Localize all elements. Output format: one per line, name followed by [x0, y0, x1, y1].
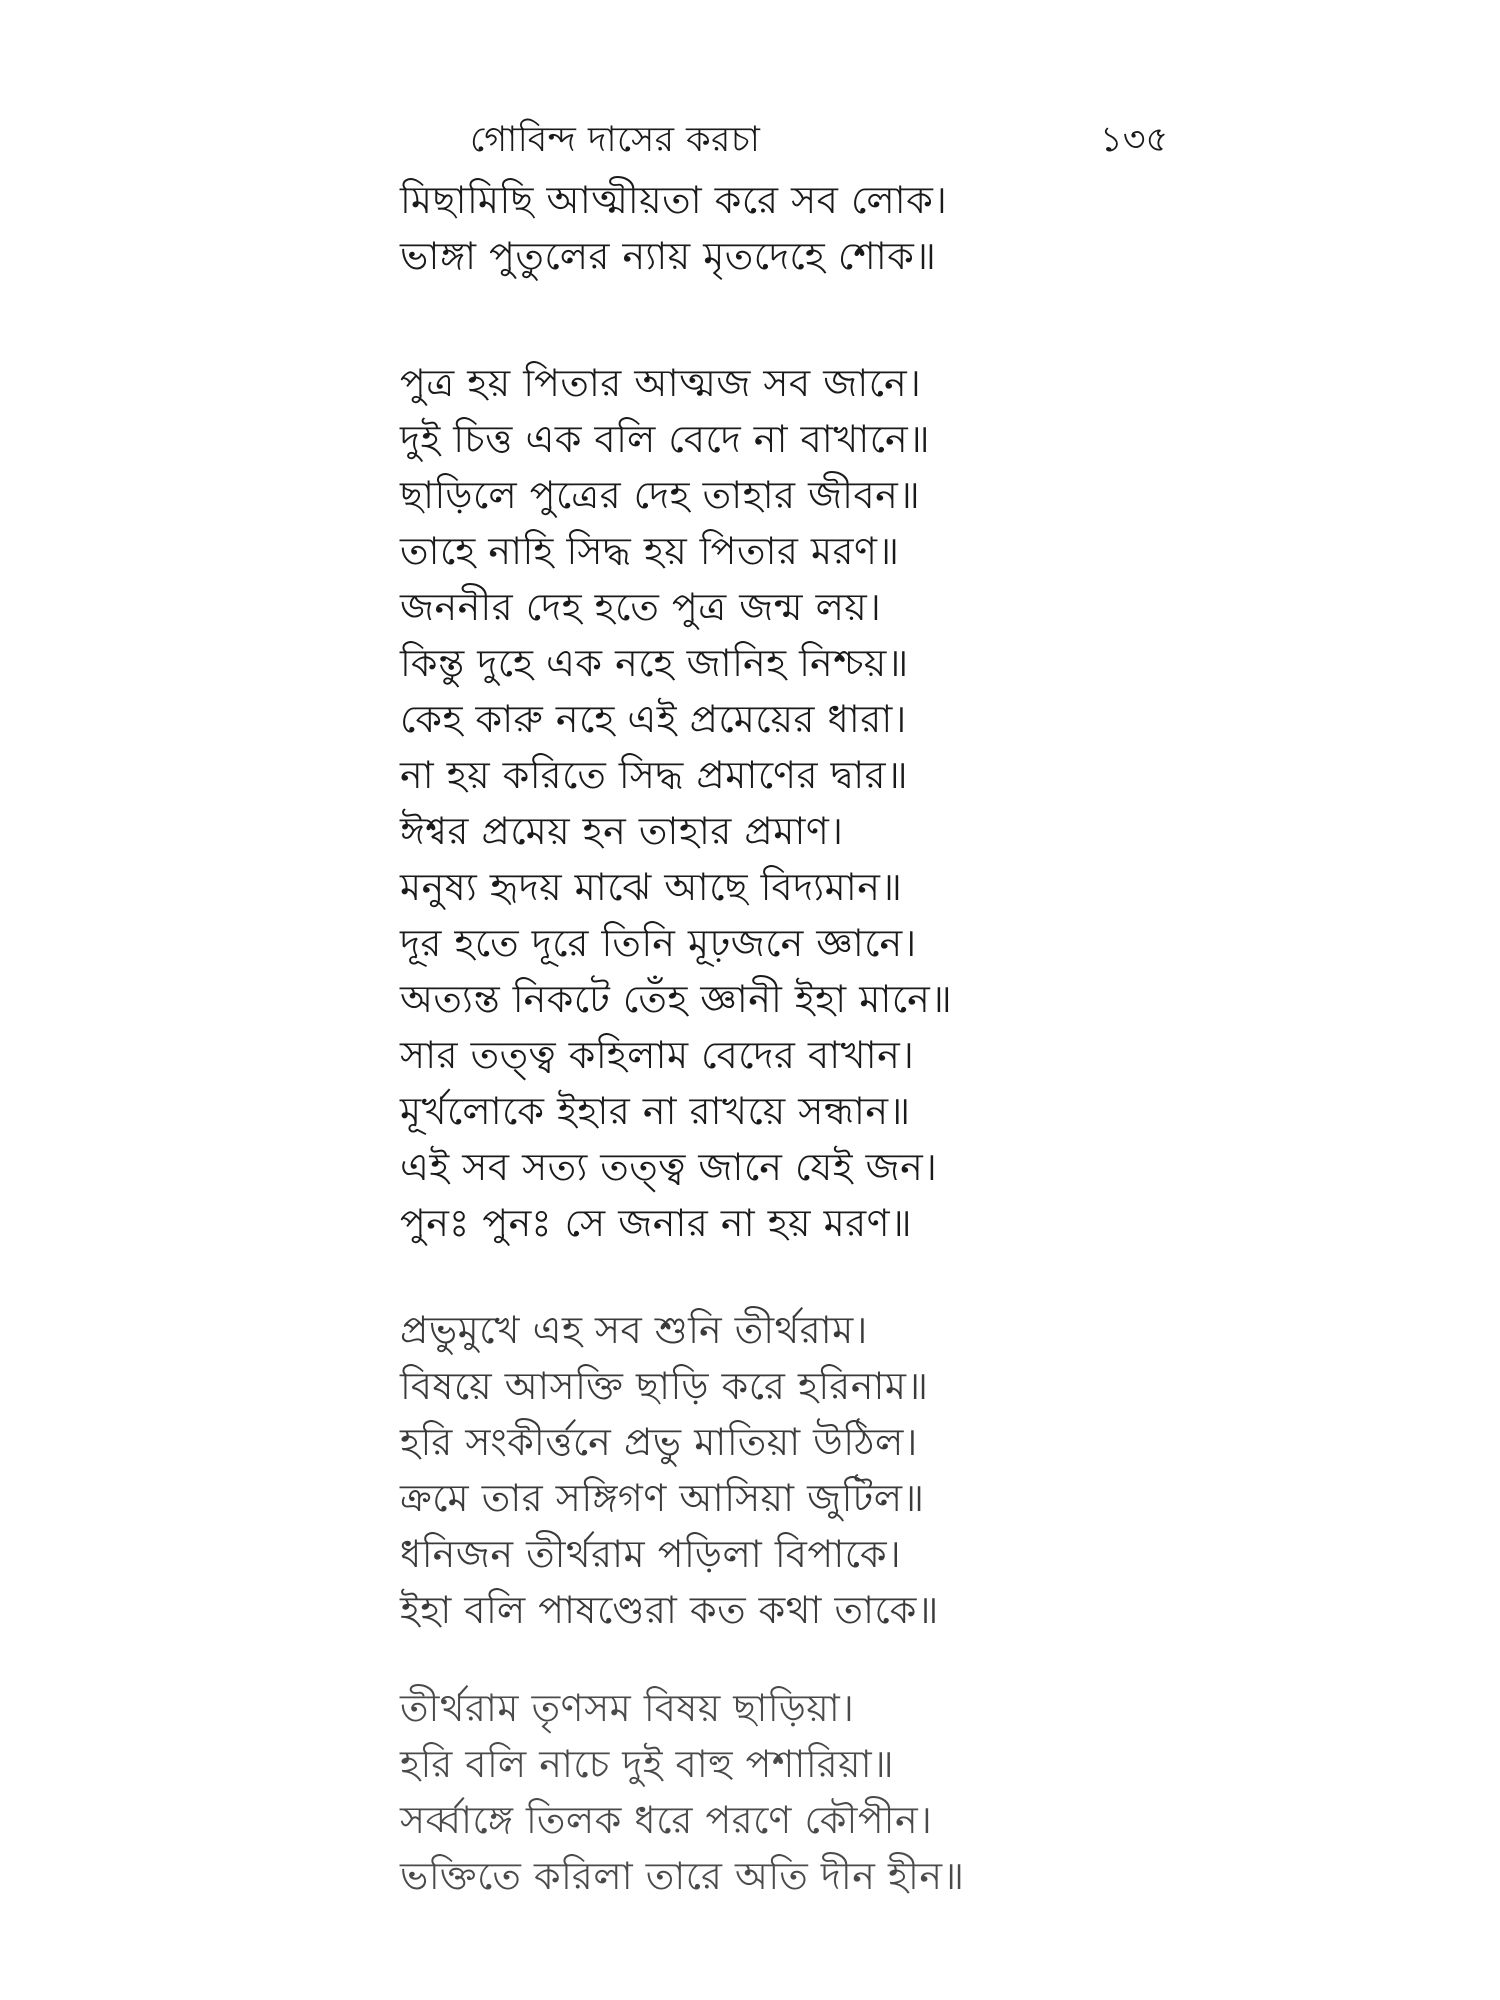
stanza-2	[400, 355, 1400, 1251]
verse-line: প্রভুমুখে এহ সব শুনি তীর্থরাম।	[400, 1308, 868, 1352]
verse-line: তীর্থরাম তৃণসম বিষয় ছাড়িয়া।	[400, 1686, 855, 1730]
verse-line: কিন্তু দুহে এক নহে জানিহ নিশ্চয়॥	[400, 641, 909, 685]
verse-line: সর্ব্বাঙ্গে তিলক ধরে পরণে কৌপীন।	[400, 1798, 933, 1842]
running-title: গোবিন্দ দাসের করচা	[470, 120, 761, 160]
stanza-1	[400, 172, 1400, 284]
verse-line: ইহা বলি পাষণ্ডেরা কত কথা তাকে॥	[400, 1588, 939, 1632]
verse-line: দুই চিত্ত এক বলি বেদে না বাখানে॥	[400, 417, 931, 461]
verse-line: মিছামিছি আত্মীয়তা করে সব লোক।	[400, 178, 948, 222]
verse-line: ক্রমে তার সঙ্গিগণ আসিয়া জুটিল॥	[400, 1476, 925, 1520]
verse-line: তাহে নাহি সিদ্ধ হয় পিতার মরণ॥	[400, 529, 900, 573]
verse-line: সার তত্ত্ব কহিলাম বেদের বাখান।	[400, 1033, 915, 1077]
verse-line: দূর হতে দূরে তিনি মূঢ়জনে জ্ঞানে।	[400, 921, 917, 965]
verse-line: ভক্তিতে করিলা তারে অতি দীন হীন॥	[400, 1854, 965, 1898]
verse-line: এই সব সত্য তত্ত্ব জানে যেই জন।	[400, 1145, 938, 1189]
verse-line: পুনঃ পুনঃ সে জনার না হয় মরণ॥	[400, 1201, 913, 1245]
stanza-4	[400, 1680, 1400, 1904]
stanza-3	[400, 1302, 1400, 1638]
verse-line: ধনিজন তীর্থরাম পড়িলা বিপাকে।	[400, 1532, 902, 1576]
verse-line: জননীর দেহ হতে পুত্র জন্ম লয়।	[400, 585, 882, 629]
verse-line: বিষয়ে আসক্তি ছাড়ি করে হরিনাম॥	[400, 1364, 929, 1408]
verse-line: ছাড়িলে পুত্রের দেহ তাহার জীবন॥	[400, 473, 921, 517]
page-number: ১৩৫	[1100, 120, 1169, 160]
verse-line: ঈশ্বর প্রমেয় হন তাহার প্রমাণ।	[400, 809, 844, 853]
verse-line: পুত্র হয় পিতার আত্মজ সব জানে।	[400, 361, 922, 405]
verse-line: কেহ কারু নহে এই প্রমেয়ের ধারা।	[400, 697, 907, 741]
verse-line: ভাঙ্গা পুতুলের ন্যায় মৃতদেহে শোক॥	[400, 234, 937, 278]
verse-line: হরি বলি নাচে দুই বাহু পশারিয়া॥	[400, 1742, 895, 1786]
verse-line: না হয় করিতে সিদ্ধ প্রমাণের দ্বার॥	[400, 753, 909, 797]
verse-line: হরি সংকীর্ত্তনে প্রভু মাতিয়া উঠিল।	[400, 1420, 918, 1464]
verse-line: মূর্খলোকে ইহার না রাখয়ে সন্ধান॥	[400, 1089, 911, 1133]
verse-line: অত্যন্ত নিকটে তেঁহ জ্ঞানী ইহা মানে॥	[400, 977, 953, 1021]
verse-line: মনুষ্য হৃদয় মাঝে আছে বিদ্যমান॥	[400, 865, 903, 909]
